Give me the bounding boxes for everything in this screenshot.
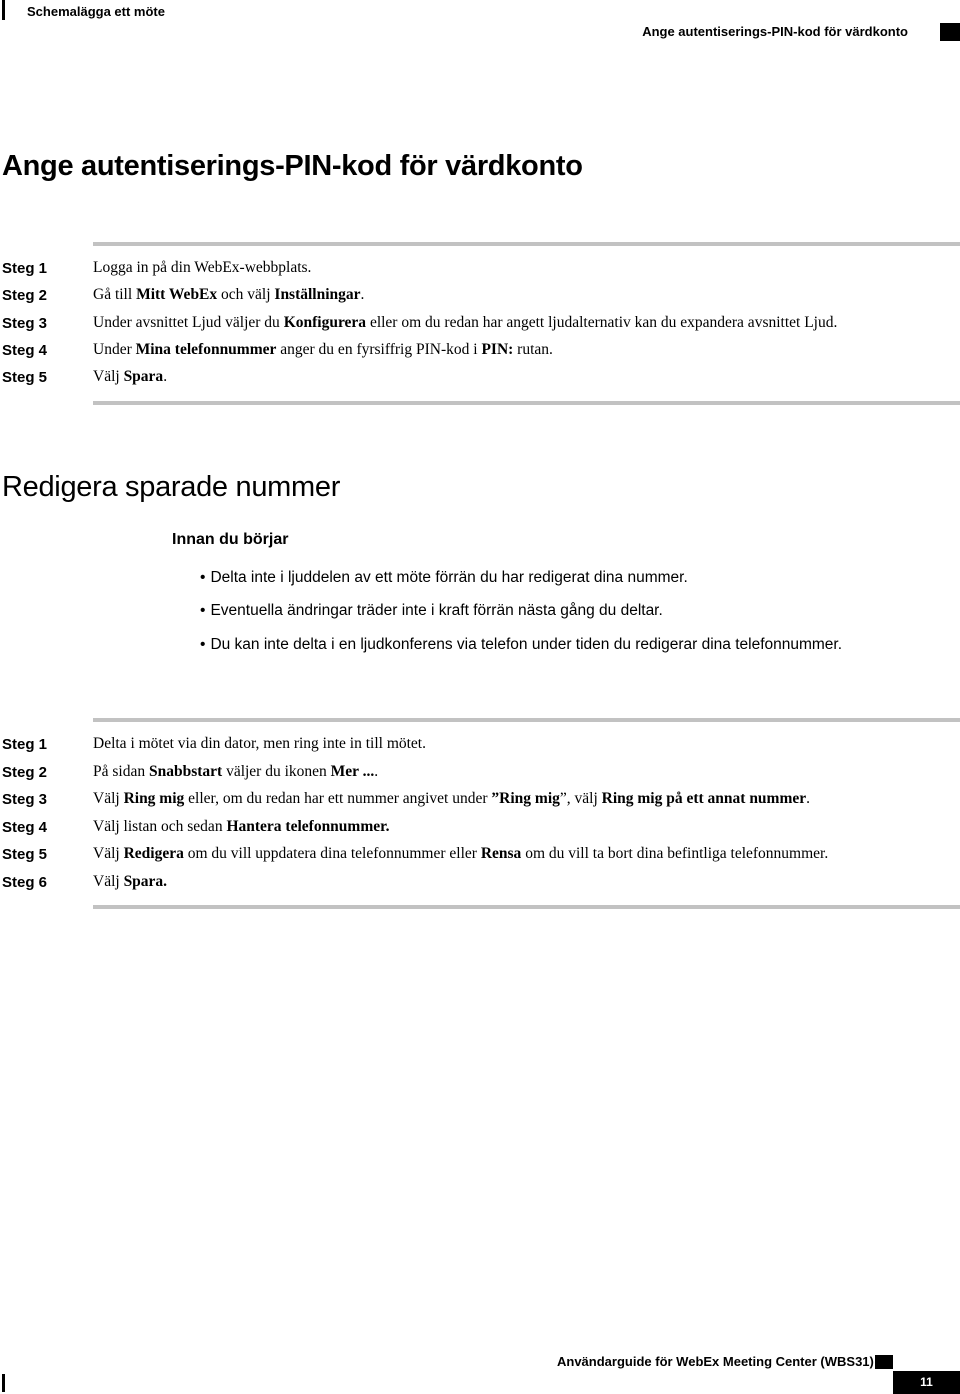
step-text-run: . bbox=[806, 790, 811, 807]
step-label: Steg 1 bbox=[2, 736, 48, 753]
step-text bbox=[93, 368, 167, 386]
step-label: Steg 2 bbox=[2, 287, 48, 305]
step-text-bold: Spara bbox=[123, 368, 164, 386]
step-text-run: eller, om du redan har ett nummer angivet under bbox=[184, 790, 492, 807]
step-text-bold: Rensa bbox=[480, 845, 522, 862]
prereq-bullet: • Eventuella ändringar träder inte i kraft förrän nästa gång du deltar. bbox=[200, 602, 663, 620]
step-label: Steg 3 bbox=[2, 314, 48, 332]
section2-bottom-rule bbox=[93, 905, 960, 909]
section1-bottom-rule bbox=[93, 401, 960, 405]
step-text bbox=[93, 873, 167, 891]
footer-guide-title: Användarguide för WebEx Meeting Center (WBS31) bbox=[557, 1354, 874, 1369]
prereq-heading: Innan du börjar bbox=[172, 531, 289, 548]
section1-title: Ange autentiserings-PIN-kod för värdkonto bbox=[2, 150, 583, 182]
step-text-bold: Mitt WebEx bbox=[136, 286, 218, 304]
step-text-run: ”, välj bbox=[559, 790, 602, 807]
step-text-run: Välj bbox=[93, 872, 124, 890]
step-text bbox=[93, 286, 364, 304]
step-text-run: väljer du ikonen bbox=[222, 762, 331, 780]
step-label: Steg 3 bbox=[2, 791, 48, 808]
step-text bbox=[93, 735, 426, 753]
step-text-run: . bbox=[374, 762, 379, 780]
step-text-run: anger du en fyrsiffrig PIN-kod i bbox=[276, 340, 482, 358]
header-marker bbox=[940, 23, 960, 41]
step-text bbox=[93, 341, 553, 359]
header-section: Ange autentiserings-PIN-kod för värdkonto bbox=[642, 24, 908, 39]
step-text-bold: Redigera bbox=[123, 845, 184, 862]
step-text bbox=[93, 259, 311, 277]
step-text-bold: Mer ... bbox=[330, 762, 375, 780]
step-label: Steg 4 bbox=[2, 341, 48, 359]
step-text-bold: Ring mig på ett annat nummer bbox=[601, 790, 807, 807]
step-label: Steg 1 bbox=[2, 260, 48, 277]
step-text-run: Välj listan och sedan bbox=[93, 817, 227, 835]
step-text-run: om du vill uppdatera dina telefonnummer eller bbox=[183, 845, 481, 862]
step-text bbox=[93, 845, 828, 863]
step-text-run: Välj bbox=[93, 790, 124, 807]
section2-top-rule bbox=[93, 718, 960, 722]
step-text-run: Gå till bbox=[93, 286, 137, 304]
step-text-bold: PIN: bbox=[481, 340, 514, 358]
step-text-bold: Ring mig bbox=[123, 790, 185, 807]
step-text-run: På sidan bbox=[93, 762, 149, 780]
step-text bbox=[93, 314, 837, 332]
step-label: Steg 4 bbox=[2, 818, 48, 836]
step-label: Steg 6 bbox=[2, 873, 48, 891]
step-text-run: . bbox=[163, 368, 168, 386]
prereq-bullet: • Delta inte i ljuddelen av ett möte förrän du har redigerat dina nummer. bbox=[200, 569, 688, 587]
step-text bbox=[93, 818, 389, 836]
step-text-bold: ”Ring mig bbox=[491, 790, 560, 807]
step-text-run: . bbox=[360, 286, 365, 304]
step-label: Steg 2 bbox=[2, 763, 48, 781]
step-text-bold: Spara. bbox=[123, 872, 168, 890]
step-text-bold: Konfigurera bbox=[283, 313, 367, 331]
step-text-bold: Hantera telefonnummer. bbox=[226, 817, 390, 835]
step-text-run: Delta i mötet via din dator, men ring inte in till mötet. bbox=[93, 735, 426, 752]
step-text-bold: Snabbstart bbox=[148, 762, 223, 780]
step-text-run: Under bbox=[93, 340, 136, 358]
section2-title: Redigera sparade nummer bbox=[2, 471, 341, 503]
step-text-run: Under avsnittet Ljud väljer du bbox=[93, 313, 284, 331]
step-text-bold: Inställningar bbox=[274, 286, 361, 304]
step-label: Steg 5 bbox=[2, 846, 48, 863]
step-text-run: Välj bbox=[93, 845, 124, 862]
step-text bbox=[93, 763, 378, 781]
step-text-run: och välj bbox=[217, 286, 275, 304]
step-label: Steg 5 bbox=[2, 369, 48, 387]
footer-left-bar bbox=[2, 1374, 5, 1392]
page-number: 11 bbox=[893, 1371, 960, 1394]
footer-marker bbox=[875, 1355, 893, 1369]
section1-top-rule bbox=[93, 242, 960, 246]
step-text-run: om du vill ta bort dina befintliga telefonnummer. bbox=[521, 845, 829, 862]
step-text-run: Logga in på din WebEx-webbplats. bbox=[93, 259, 312, 276]
prereq-bullet: • Du kan inte delta i en ljudkonferens via telefon under tiden du redigerar dina telefonnummer. bbox=[200, 636, 842, 654]
step-text-run: eller om du redan har angett ljudalternativ kan du expandera avsnittet Ljud. bbox=[366, 313, 838, 331]
step-text bbox=[93, 790, 810, 808]
header-left-bar bbox=[2, 0, 5, 20]
header-chapter: Schemalägga ett möte bbox=[27, 4, 165, 19]
step-text-run: rutan. bbox=[513, 340, 553, 358]
step-text-run: Välj bbox=[93, 368, 124, 386]
step-text-bold: Mina telefonnummer bbox=[135, 340, 277, 358]
